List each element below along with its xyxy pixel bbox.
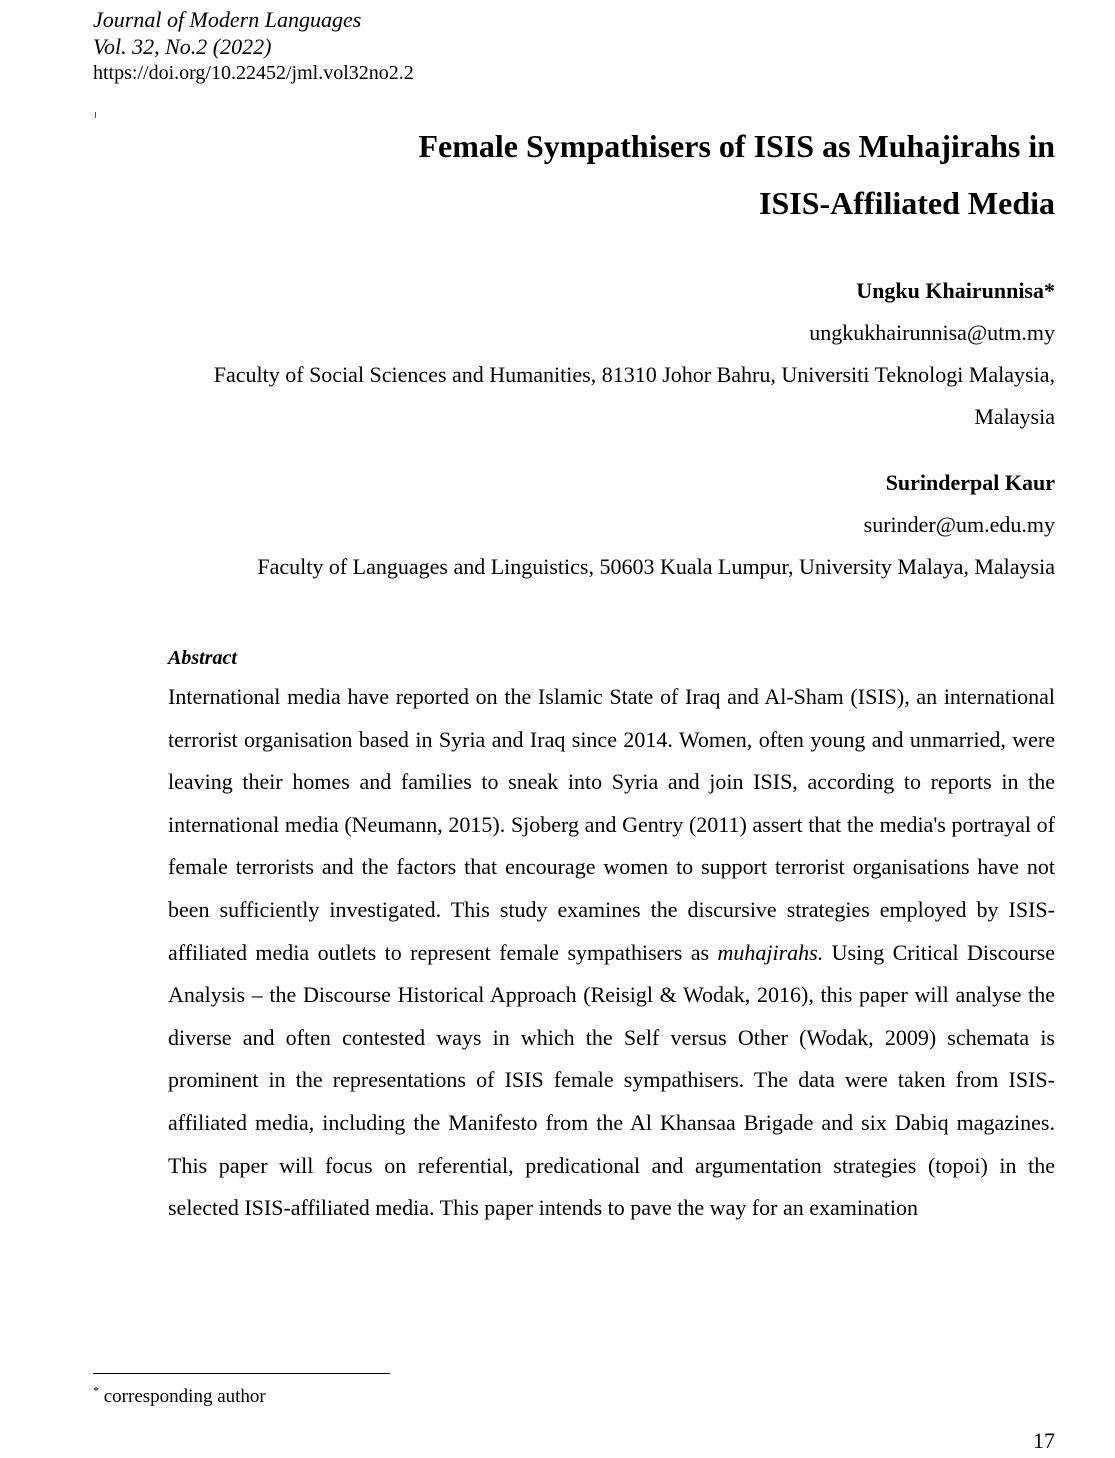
journal-header — [93, 6, 414, 87]
author-1 — [95, 270, 1055, 438]
author-1-name: Ungku Khairunnisa* — [856, 278, 1055, 303]
footnote-marker: * — [93, 1383, 99, 1398]
author-2-affiliation-line-1: Faculty of Languages and Linguistics, 50603 Kuala Lumpur, University Malaya, Malaysia — [257, 554, 1055, 579]
abstract-heading: Abstract — [168, 647, 237, 669]
paper-title-line-2: ISIS-Affiliated Media — [759, 185, 1055, 221]
abstract-body — [168, 676, 1055, 1230]
footnote-text: corresponding author — [99, 1386, 266, 1407]
abstract-text-part-2: Using Critical Discourse Analysis – the Discourse Historical Approach (Reisigl & Wodak, 2016), this paper will analyse the diverse and often contested ways in which the Self versus Other (Wodak, 2009) schemata is prominent in the representations of ISIS female sympathisers. The data were taken from ISIS-affiliated media, including the Manifesto from the Al Khansaa Brigade and six Dabiq magazines. This paper will focus on referential, predicational and argumentation strategies (topoi) in the selected ISIS-affiliated media. This paper intends to pave the way for an examination — [168, 939, 1055, 1221]
doi-link[interactable]: https://doi.org/10.22452/jml.vol32no2.2 — [93, 62, 414, 84]
journal-name: Journal of Modern Languages — [93, 7, 362, 32]
footnote — [93, 1384, 266, 1410]
author-1-affiliation-line-2: Malaysia — [974, 404, 1055, 429]
page-number: 17 — [1033, 1428, 1055, 1453]
author-2-name: Surinderpal Kaur — [885, 470, 1055, 495]
author-2 — [95, 462, 1055, 588]
abstract-text-part-1: International media have reported on the Islamic State of Iraq and Al-Sham (ISIS), an international terrorist organisation based in Syria and Iraq since 2014. Women, often young and unmarried, were leaving their homes and families to sneak into Syria and join ISIS, according to reports in the international media (Neumann, 2015). Sjoberg and Gentry (2011) assert that the media's portrayal of female terrorists and the factors that encourage women to support terrorist organisations have not been sufficiently investigated. This study examines the discursive strategies employed by ISIS-affiliated media outlets to represent female sympathisers as — [168, 684, 1055, 965]
paper-title-line-1: Female Sympathisers of ISIS as Muhajirahs in — [418, 128, 1055, 164]
abstract-section — [168, 640, 1055, 1230]
author-1-affiliation-line-1: Faculty of Social Sciences and Humanities, 81310 Johor Bahru, Universiti Teknologi Malaysia, — [213, 362, 1055, 387]
journal-volume: Vol. 32, No.2 (2022) — [93, 34, 272, 59]
author-2-email[interactable]: surinder@um.edu.my — [863, 512, 1055, 537]
paper-title — [155, 118, 1055, 232]
abstract-italic-term: muhajirahs. — [717, 939, 824, 965]
author-1-email[interactable]: ungkukhairunnisa@utm.my — [809, 320, 1055, 345]
footnote-divider — [93, 1373, 390, 1374]
decorative-tick — [95, 112, 96, 118]
